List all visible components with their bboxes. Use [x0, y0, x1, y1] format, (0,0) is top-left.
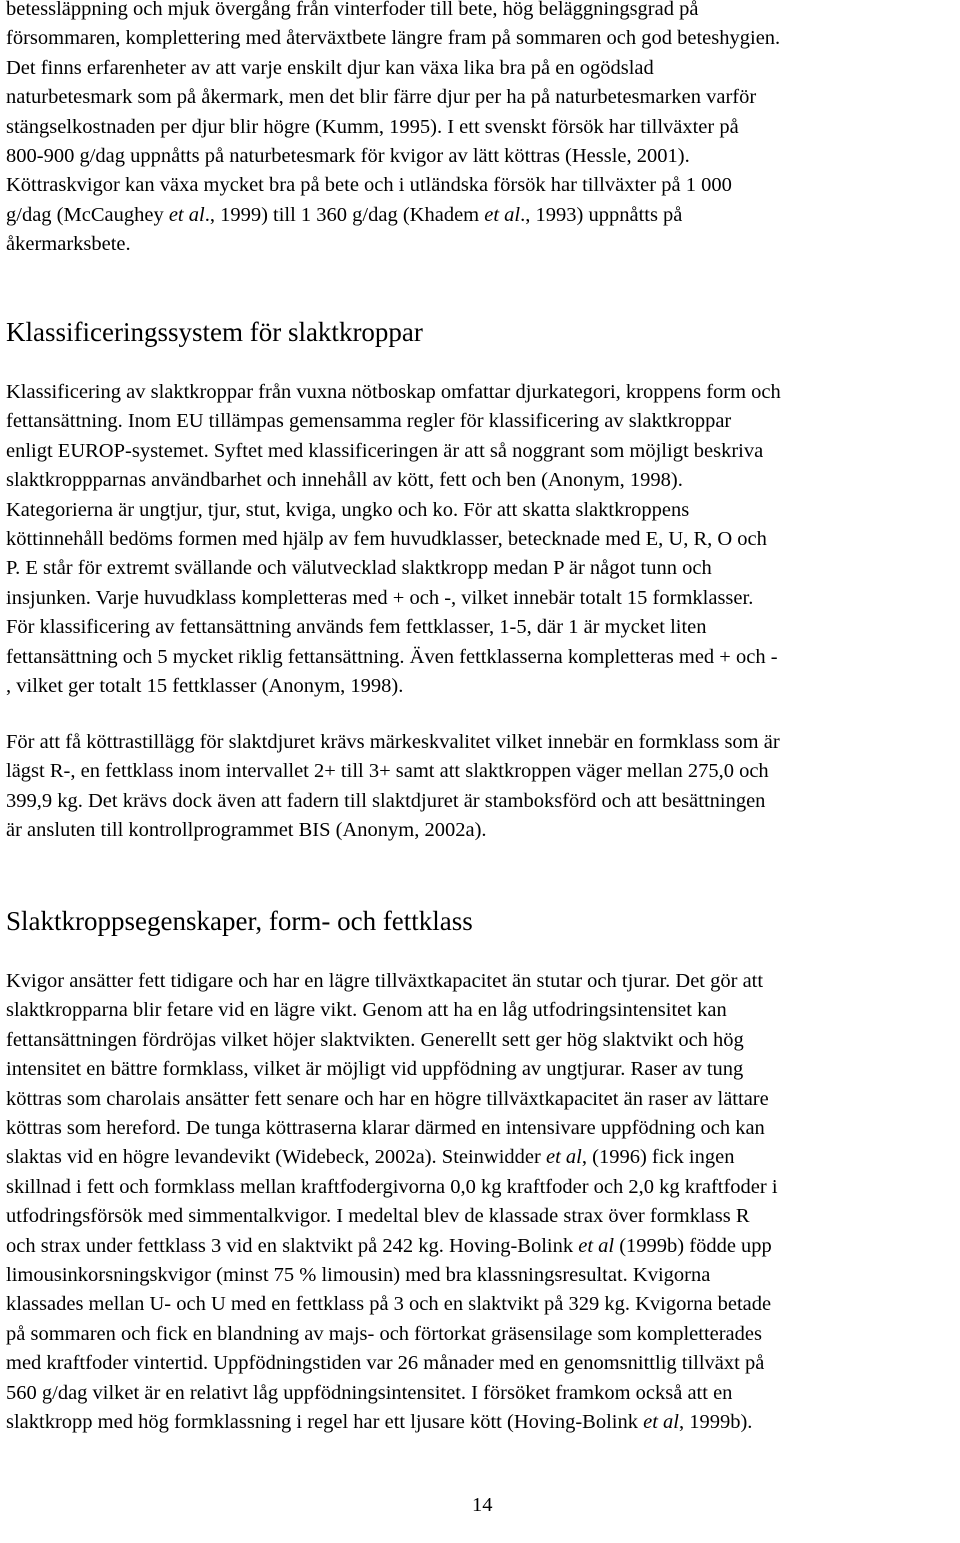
text-line: åkermarksbete. — [6, 233, 131, 256]
text-line: naturbetesmark som på åkermark, men det blir färre djur per ha på naturbetesmarken varför — [6, 86, 757, 109]
paragraph-premium — [6, 728, 956, 846]
text-line: Köttraskvigor kan växa mycket bra på bete och i utländska försök har tillväxter på 1 000 — [6, 174, 732, 197]
text-line: betessläppning och mjuk övergång från vinterfoder till bete, hög beläggningsgrad på — [6, 0, 699, 20]
text-line: slaktkropp med hög formklassning i regel har ett ljusare kött (Hoving-Bolink et al, 1999b). — [6, 1411, 753, 1434]
text-line: intensitet en bättre formklass, vilket är möjligt vid uppfödning av ungtjurar. Raser av tung — [6, 1058, 744, 1081]
text-line: fettansättningen fördröjas vilket höjer slaktvikten. Generellt sett ger hög slaktvikt och hög — [6, 1028, 744, 1051]
text-line: g/dag (McCaughey et al., 1999) till 1 360 g/dag (Khadem et al., 1993) uppnåtts på — [6, 203, 683, 226]
text-line: Kvigor ansätter fett tidigare och har en lägre tillväxtkapacitet än stutar och tjurar. Det gör att — [6, 970, 764, 992]
text-line: P. E står för extremt svällande och välutvecklad slaktkropp medan P är något tunn och — [6, 557, 712, 580]
text-line: köttras som charolais ansätter fett senare och har en högre tillväxtkapacitet än raser av lättare — [6, 1087, 769, 1110]
text-line: och strax under fettklass 3 vid en slaktvikt på 242 kg. Hoving-Bolink et al (1999b) födde upp — [6, 1234, 772, 1257]
section-heading-carcass-traits: Slaktkroppsegenskaper, form- och fettklass — [6, 906, 473, 936]
text-line: För klassificering av fettansättning används fem fettklasser, 1-5, där 1 är mycket liten — [6, 616, 707, 639]
text-line: slaktas vid en högre levandevikt (Widebeck, 2002a). Steinwidder et al, (1996) fick ingen — [6, 1146, 735, 1169]
text-line: köttras som hereford. De tunga köttraserna klarar därmed en intensivare uppfödning och kan — [6, 1117, 765, 1140]
paragraph-carcass-traits — [6, 967, 956, 1438]
text-line: För att få köttrastillägg för slaktdjuret krävs märkeskvalitet vilket innebär en formklass som är — [6, 731, 780, 753]
text-line: Klassificering av slaktkroppar från vuxna nötboskap omfattar djurkategori, kroppens form och — [6, 381, 781, 403]
text-line: slaktkroppparnas användbarhet och innehåll av kött, fett och ben (Anonym, 1998). — [6, 469, 683, 492]
text-line: är ansluten till kontrollprogrammet BIS (Anonym, 2002a). — [6, 819, 487, 842]
text-line: på sommaren och fick en blandning av majs- och förtorkat gräsensilage som kompletterades — [6, 1322, 762, 1345]
text-line: limousinkorsningskvigor (minst 75 % limousin) med bra klassningsresultat. Kvigorna — [6, 1264, 711, 1287]
text-line: 399,9 kg. Det krävs dock även att fadern till slaktdjuret är stamboksförd och att besättningen — [6, 789, 766, 812]
text-line: försommaren, komplettering med återväxtbete längre fram på sommaren och god beteshygien. — [6, 27, 781, 50]
text-line: enligt EUROP-systemet. Syftet med klassificeringen är att så noggrant som möjligt beskriva — [6, 439, 764, 462]
text-line: slaktkropparna blir fetare vid en lägre vikt. Genom att ha en låg utfodringsintensitet kan — [6, 999, 727, 1022]
paragraph-grazing — [6, 0, 956, 260]
text-line: köttinnehåll bedöms formen med hjälp av fem huvudklasser, betecknade med E, U, R, O och — [6, 528, 767, 551]
text-line: fettansättning. Inom EU tillämpas gemensamma regler för klassificering av slaktkroppar — [6, 410, 732, 433]
text-line: 560 g/dag vilket är en relativt låg uppfödningsintensitet. I försöket framkom också att en — [6, 1381, 733, 1404]
text-line: utfodringsförsök med simmentalkvigor. I medeltal blev de klassade strax över formklass R — [6, 1205, 750, 1228]
text-line: klassades mellan U- och U med en fettklass på 3 och en slaktvikt på 329 kg. Kvigorna betade — [6, 1293, 772, 1316]
text-line: Det finns erfarenheter av att varje enskilt djur kan växa lika bra på en ogödslad — [6, 56, 654, 79]
text-line: stängselkostnaden per djur blir högre (Kumm, 1995). I ett svenskt försök har tillväxter på — [6, 115, 739, 138]
page-number: 14 — [472, 1494, 493, 1516]
text-line: insjunken. Varje huvudklass kompletteras med + och -, vilket innebär totalt 15 formklasser. — [6, 586, 754, 609]
text-line: med kraftfoder vintertid. Uppfödningstiden var 26 månader med en genomsnittlig tillväxt på — [6, 1352, 765, 1375]
text-line: fettansättning och 5 mycket riklig fettansättning. Även fettklasserna kompletteras med + och - — [6, 645, 778, 668]
text-line: Kategorierna är ungtjur, tjur, stut, kviga, ungko och ko. För att skatta slaktkroppens — [6, 498, 690, 521]
text-line: 800-900 g/dag uppnåtts på naturbetesmark för kvigor av lätt köttras (Hessle, 2001). — [6, 145, 690, 168]
paragraph-classification — [6, 378, 956, 701]
text-line: lägst R-, en fettklass inom intervallet 2+ till 3+ samt att slaktkroppen väger mellan 275,0 och — [6, 760, 769, 783]
text-line: , vilket ger totalt 15 fettklasser (Anonym, 1998). — [6, 675, 404, 698]
section-heading-classification: Klassificeringssystem för slaktkroppar — [6, 317, 423, 347]
text-line: skillnad i fett och formklass mellan kraftfodergivorna 0,0 kg kraftfoder och 2,0 kg kraftfoder i — [6, 1175, 778, 1198]
